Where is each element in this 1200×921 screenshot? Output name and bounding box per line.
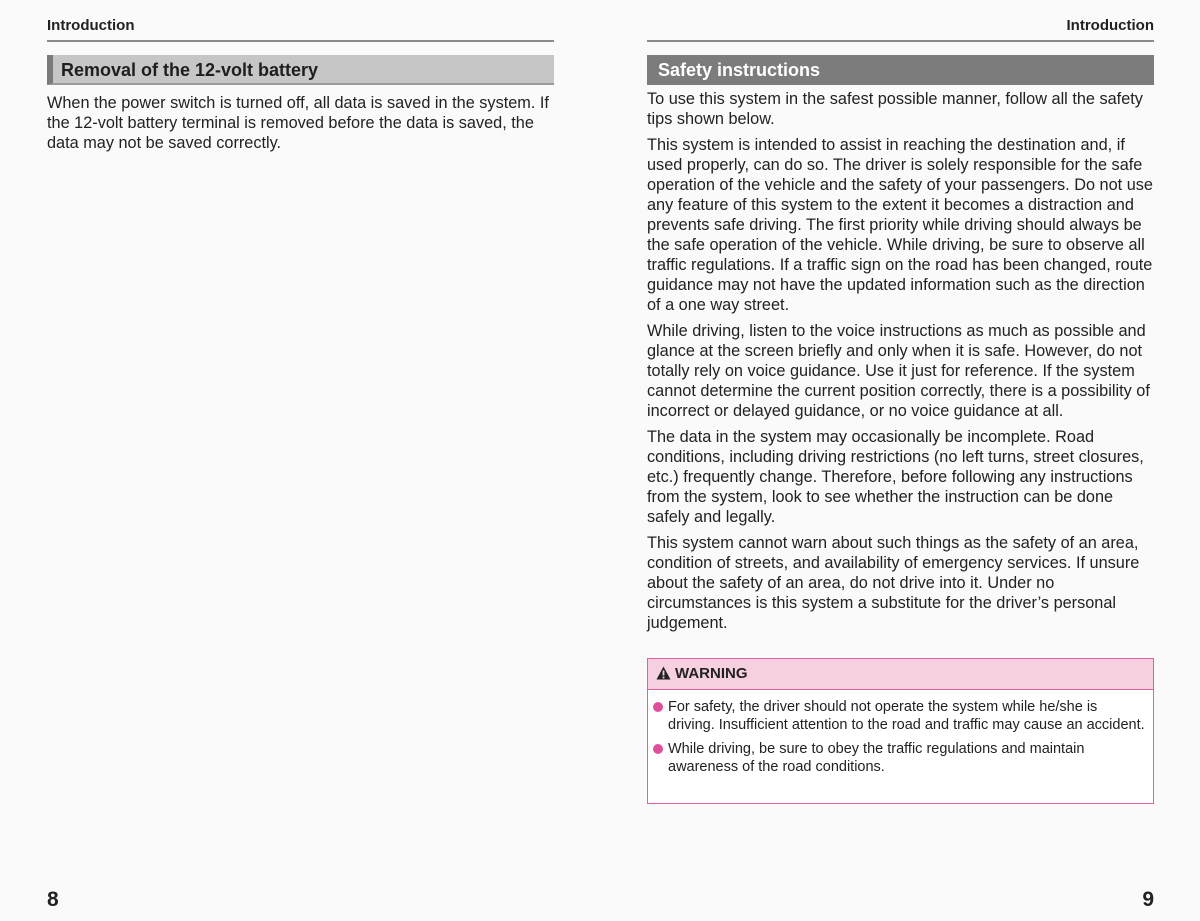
body-text [47, 93, 554, 159]
header-rule [47, 40, 554, 42]
bullet-icon [653, 702, 663, 712]
warning-header [648, 659, 1153, 690]
paragraph: This system cannot warn about such things as the safety of an area, condition of streets, and availability of emergency services. If unsure about the safety of an area, do not drive into it. Under no circumstances is this system a substitute for the driver’s personal judgement. [647, 534, 1140, 632]
warning-list [648, 698, 1153, 776]
paragraph: While driving, listen to the voice instructions as much as possible and glance at the screen briefly and only when it is safe. However, do not totally rely on voice guidance. Use it just for reference. If the system cannot determine the current position correctly, there is a possibility of incorrect or delayed guidance, or no voice guidance at all. [647, 322, 1150, 420]
warning-title: WARNING [675, 665, 748, 682]
header-rule [647, 40, 1154, 42]
paragraph: When the power switch is turned off, all data is saved in the system. If the 12-volt battery terminal is removed before the data is saved, the data may not be saved correctly. [47, 94, 549, 152]
bullet-icon [653, 744, 663, 754]
left-page [47, 0, 554, 921]
page-number: 8 [47, 888, 59, 911]
running-head: Introduction [47, 17, 135, 34]
running-head: Introduction [1066, 17, 1154, 34]
paragraph: This system is intended to assist in reaching the destination and, if used properly, can do so. The driver is solely responsible for the safe operation of the vehicle and the safety of your passengers. Do not use any feature of this system to the extent it becomes a distraction and prevents safe driving. The first priority while driving should always be the safe operation of the vehicle. While driving, be sure to observe all traffic regulations. If a traffic sign on the road has been changed, route guidance may not have the updated information such as the direction of a one way street. [647, 136, 1153, 314]
page-number: 9 [1142, 888, 1154, 911]
section-title: Removal of the 12-volt battery [47, 55, 554, 85]
body-text [647, 89, 1154, 639]
section-title: Safety instructions [647, 55, 1154, 85]
warning-item [668, 740, 1147, 776]
warning-item-text: While driving, be sure to obey the traffic regulations and maintain awareness of the road conditions. [668, 741, 1085, 775]
paragraph: The data in the system may occasionally be incomplete. Road conditions, including driving restrictions (no left turns, street closures, etc.) frequently change. Therefore, before following any instructions from the system, look to see whether the instruction can be done safely and legally. [647, 428, 1144, 526]
paragraph: To use this system in the safest possible manner, follow all the safety tips shown below. [647, 90, 1143, 128]
warning-item-text: For safety, the driver should not operate the system while he/she is driving. Insufficient attention to the road and traffic may cause an accident. [668, 699, 1145, 733]
right-page [647, 0, 1154, 921]
warning-triangle-icon [656, 661, 671, 691]
warning-box [647, 658, 1154, 804]
warning-item [668, 698, 1147, 734]
